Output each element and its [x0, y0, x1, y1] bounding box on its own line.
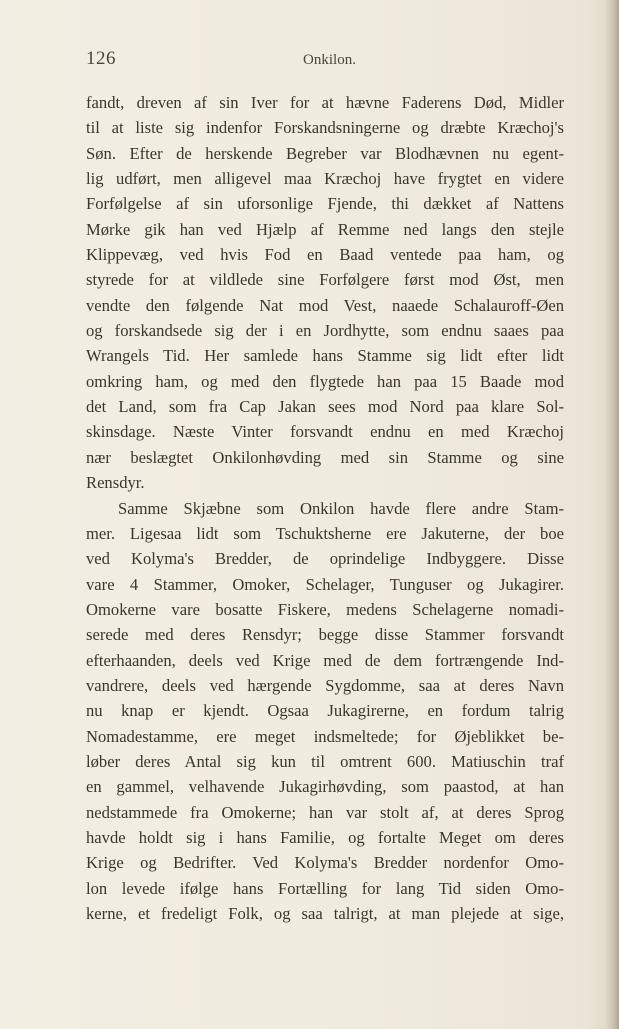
text-line: vandrere, deels ved hærgende Sygdomme, saa at deres Navn — [86, 675, 564, 695]
text-line: fandt, dreven af sin Iver for at hævne Faderens Død, Midler — [86, 93, 564, 112]
text-line: Krige og Bedrifter. Ved Kolyma's Bredder nordenfor Omo- — [86, 853, 564, 873]
paragraph-end-line: Rensdyr. — [86, 473, 145, 493]
text-line: mer. Ligesaa lidt som Tschuktsherne ere Jakuterne, der boe — [86, 523, 564, 543]
text-line: Wrangels Tid. Her samlede hans Stamme sig lidt efter lidt — [86, 346, 564, 366]
text-line: omkring ham, og med den flygtede han paa 15 Baade mod — [86, 371, 564, 391]
running-head-title: Onkilon. — [303, 52, 356, 68]
text-line: styrede for at vildlede sine Forfølgere først mod Øst, men — [86, 270, 564, 290]
text-line: kerne, et fredeligt Folk, og saa talrigt, at man plejede at sige, — [86, 904, 564, 923]
text-line: nær beslægtet Onkilonhøvding med sin Stamme og sine — [86, 447, 564, 467]
text-line: serede med deres Rensdyr; begge disse Stammer forsvandt — [86, 625, 564, 645]
text-line: løber deres Antal sig kun til omtrent 600. Matiuschin traf — [86, 751, 564, 771]
text-line: nu knap er kjendt. Ogsaa Jukagirerne, en fordum talrig — [86, 701, 564, 721]
text-line: lig udført, men alligevel maa Kræchoj have frygtet en videre — [86, 169, 564, 189]
body-text — [86, 90, 564, 926]
text-line: lon levede ifølge hans Fortælling for lang Tid siden Omo- — [86, 878, 564, 898]
text-line: skinsdage. Næste Vinter forsvandt endnu en med Kræchoj — [86, 422, 564, 442]
page-number: 126 — [86, 48, 116, 69]
text-line: en gammel, velhavende Jukagirhøvding, som paastod, at han — [86, 777, 564, 797]
text-line: ved Kolyma's Bredder, de oprindelige Indbyggere. Disse — [86, 549, 564, 569]
text-line: til at liste sig indenfor Forskandsningerne og dræbte Kræchoj's — [86, 118, 564, 138]
text-line: vendte den følgende Nat mod Vest, naaede Schalauroff-Øen — [86, 295, 564, 315]
text-line: Mørke gik han ved Hjælp af Remme ned langs den stejle — [86, 219, 564, 239]
text-line: havde holdt sig i hans Familie, og fortalte Meget om deres — [86, 827, 564, 847]
text-line: Omokerne vare bosatte Fiskere, medens Schelagerne nomadi- — [86, 599, 564, 619]
text-line: Nomadestamme, ere meget indsmeltede; for Øjeblikket be- — [86, 726, 564, 746]
text-line: Klippevæg, ved hvis Fod en Baad ventede paa ham, og — [86, 245, 564, 265]
text-line: og forskandsede sig der i en Jordhytte, som endnu saaes paa — [86, 321, 564, 341]
text-line: Søn. Efter de herskende Begreber var Blodhævnen nu egent- — [86, 143, 564, 163]
text-line: vare 4 Stammer, Omoker, Schelager, Tunguser og Jukagirer. — [86, 574, 564, 594]
text-line: nedstammede fra Omokerne; han var stolt af, at deres Sprog — [86, 802, 564, 822]
text-line: efterhaanden, deels ved Krige med de dem fortrængende Ind- — [86, 650, 564, 670]
text-line: det Land, som fra Cap Jakan sees mod Nord paa klare Sol- — [86, 397, 564, 417]
text-line: Forfølgelse af sin uforsonlige Fjende, thi dækket af Nattens — [86, 194, 564, 214]
paragraph-start-line: Samme Skjæbne som Onkilon havde flere andre Stam- — [118, 498, 564, 518]
page-edge-shadow — [605, 0, 619, 1029]
